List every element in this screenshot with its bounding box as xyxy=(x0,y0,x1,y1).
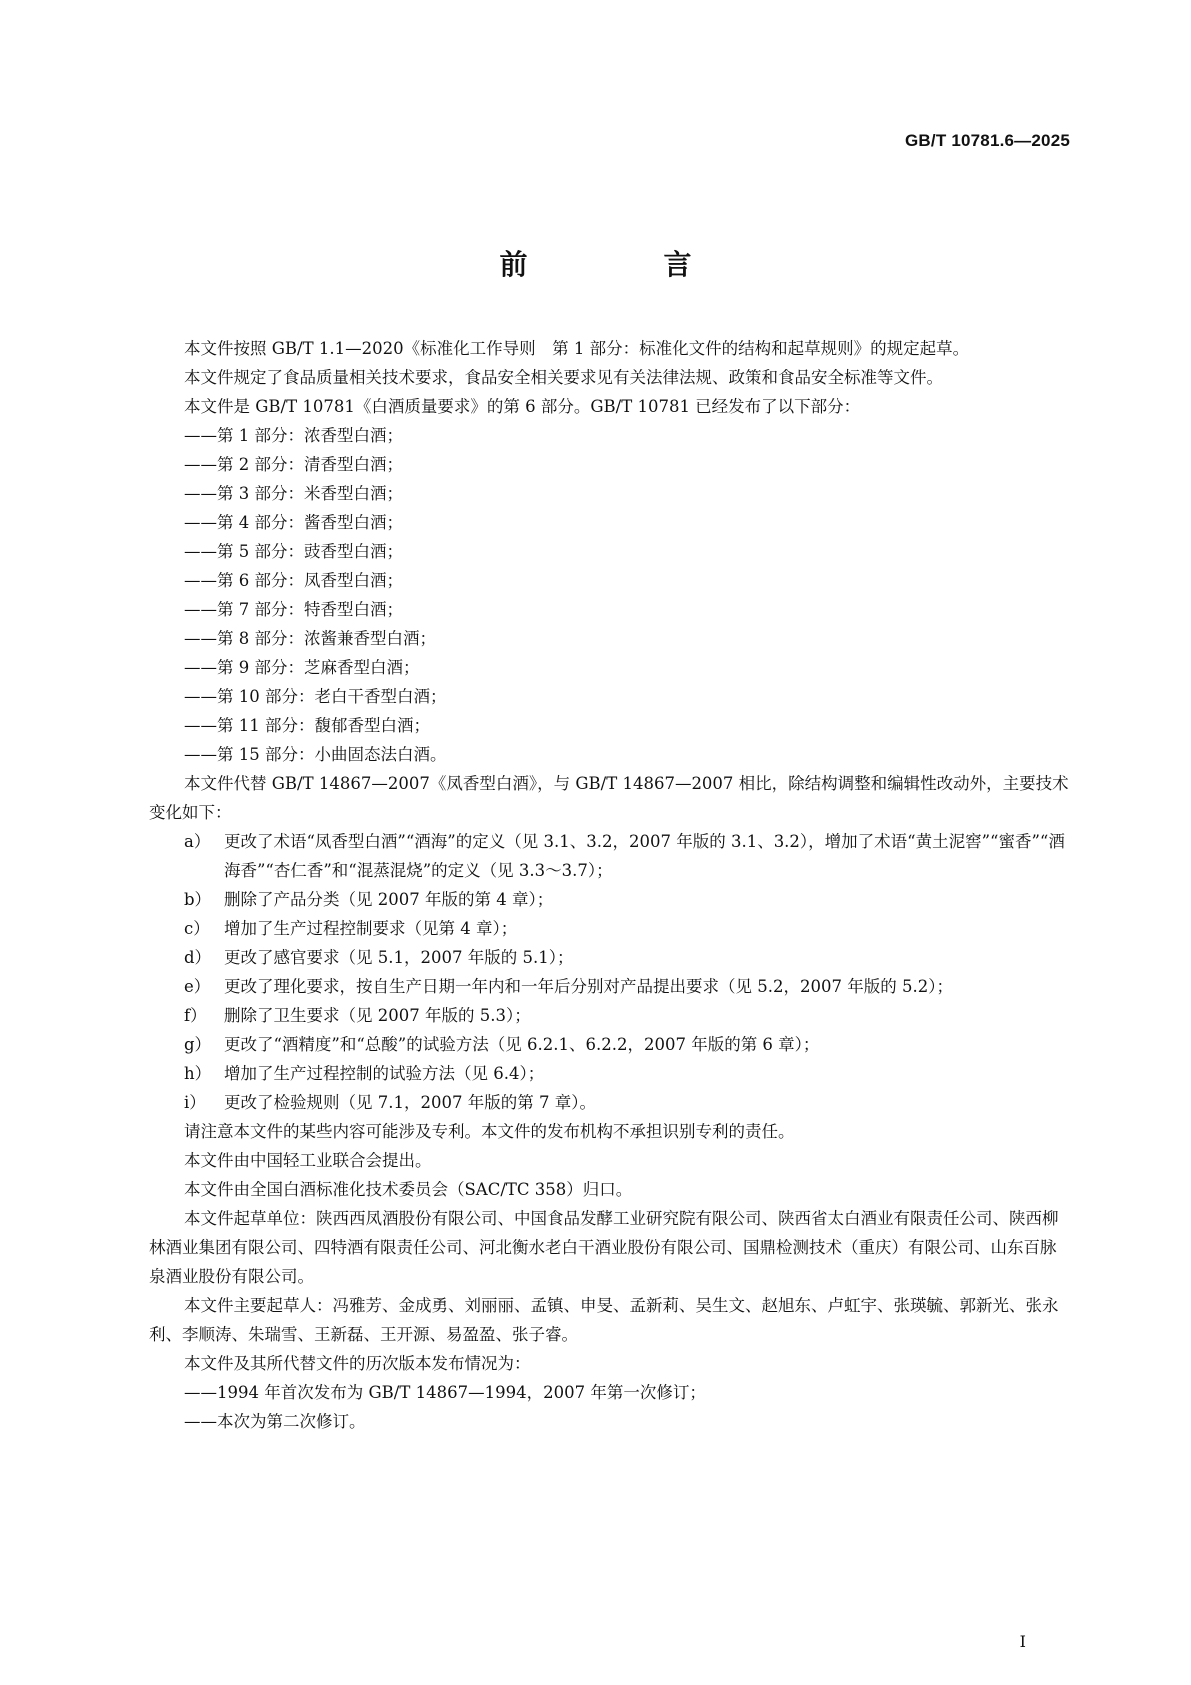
change-text: 删除了卫生要求（见 2007 年版的 5.3）； xyxy=(224,1006,531,1025)
change-marker: d） xyxy=(184,948,212,967)
change-text: 更改了“酒精度”和“总酸”的试验方法（见 6.2.1、6.2.2，2007 年版的第 6 章）； xyxy=(224,1035,820,1054)
list-item: ——第 5 部分：豉香型白酒； xyxy=(184,542,403,561)
list-item: ——第 2 部分：清香型白酒； xyxy=(184,455,403,474)
list-item: ——第 9 部分：芝麻香型白酒； xyxy=(184,658,420,677)
paragraph-proposer: 本文件由中国轻工业联合会提出。 xyxy=(184,1151,432,1170)
paragraph-patent-notice: 请注意本文件的某些内容可能涉及专利。本文件的发布机构不承担识别专利的责任。 xyxy=(184,1122,795,1141)
change-text: 删除了产品分类（见 2007 年版的第 4 章）； xyxy=(224,890,554,909)
paragraph-scope: 本文件规定了食品质量相关技术要求，食品安全相关要求见有关法律法规、政策和食品安全标准等文件。 xyxy=(184,368,943,387)
change-item xyxy=(149,827,1069,885)
standard-code: GB/T 10781.6—2025 xyxy=(905,131,1070,150)
change-item xyxy=(149,1001,1069,1030)
list-item: ——第 6 部分：凤香型白酒； xyxy=(184,571,403,590)
list-item: ——第 7 部分：特香型白酒； xyxy=(184,600,403,619)
change-marker: b） xyxy=(184,890,212,909)
list-item: ——第 3 部分：米香型白酒； xyxy=(184,484,403,503)
change-text: 增加了生产过程控制要求（见第 4 章）； xyxy=(224,919,518,938)
change-marker: c） xyxy=(184,919,210,938)
change-marker: a） xyxy=(184,832,211,851)
list-item: ——第 1 部分：浓香型白酒； xyxy=(184,426,403,445)
change-marker: g） xyxy=(184,1035,212,1054)
change-item xyxy=(149,1088,1069,1117)
change-text: 更改了感官要求（见 5.1，2007 年版的 5.1）； xyxy=(224,948,574,967)
document-body xyxy=(149,334,1069,1436)
change-item xyxy=(149,914,1069,943)
list-item: ——第 10 部分：老白干香型白酒； xyxy=(184,687,447,706)
list-item: ——第 15 部分：小曲固态法白酒。 xyxy=(184,745,447,764)
paragraph-committee: 本文件由全国白酒标准化技术委员会（SAC/TC 358）归口。 xyxy=(184,1180,633,1199)
paragraph-replacement: 本文件代替 GB/T 14867—2007《凤香型白酒》，与 GB/T 14867—2007 相比，除结构调整和编辑性改动外，主要技术变化如下： xyxy=(149,774,1069,822)
page-title: 前 言 xyxy=(499,248,746,281)
change-marker: h） xyxy=(184,1064,212,1083)
change-item xyxy=(149,943,1069,972)
change-text: 更改了术语“凤香型白酒”“酒海”的定义（见 3.1、3.2，2007 年版的 3.1、3.2），增加了术语“黄土泥窖”“蜜香”“酒海香”“杏仁香”和“混蒸混烧”的定义（见 3.3～3.7）； xyxy=(224,832,1065,880)
paragraph-drafting-rules: 本文件按照 GB/T 1.1—2020《标准化工作导则 第 1 部分：标准化文件的结构和起草规则》的规定起草。 xyxy=(184,339,970,358)
change-item xyxy=(149,1059,1069,1088)
change-text: 增加了生产过程控制的试验方法（见 6.4）； xyxy=(224,1064,545,1083)
list-item: ——第 11 部分：馥郁香型白酒； xyxy=(184,716,430,735)
paragraph-drafting-units: 本文件起草单位：陕西西凤酒股份有限公司、中国食品发酵工业研究院有限公司、陕西省太白酒业有限责任公司、陕西柳林酒业集团有限公司、四特酒有限责任公司、河北衡水老白干酒业股份有限公司、国鼎检测技术（重庆）有限公司、山东百脉泉酒业股份有限公司。 xyxy=(149,1209,1059,1286)
change-item xyxy=(149,885,1069,914)
paragraph-drafters: 本文件主要起草人：冯雅芳、金成勇、刘丽丽、孟镇、申旻、孟新莉、吴生文、赵旭东、卢虹宇、张瑛毓、郭新光、张永利、李顺涛、朱瑞雪、王新磊、王开源、易盈盈、张子睿。 xyxy=(149,1296,1059,1344)
change-text: 更改了检验规则（见 7.1，2007 年版的第 7 章）。 xyxy=(224,1093,596,1112)
change-marker: f） xyxy=(184,1006,207,1025)
change-item xyxy=(149,1030,1069,1059)
list-item: ——1994 年首次发布为 GB/T 14867—1994，2007 年第一次修订； xyxy=(184,1383,706,1402)
change-marker: i） xyxy=(184,1093,206,1112)
paragraph-history: 本文件及其所代替文件的历次版本发布情况为： xyxy=(184,1354,531,1373)
list-item: ——第 4 部分：酱香型白酒； xyxy=(184,513,403,532)
list-item: ——本次为第二次修订。 xyxy=(184,1412,366,1431)
list-item: ——第 8 部分：浓酱兼香型白酒； xyxy=(184,629,436,648)
change-marker: e） xyxy=(184,977,211,996)
page-number: I xyxy=(1019,1632,1026,1651)
change-item xyxy=(149,972,1069,1001)
change-text: 更改了理化要求，按自生产日期一年内和一年后分别对产品提出要求（见 5.2，2007 年版的 5.2）； xyxy=(224,977,953,996)
paragraph-series: 本文件是 GB/T 10781《白酒质量要求》的第 6 部分。GB/T 10781 已经发布了以下部分： xyxy=(184,397,861,416)
